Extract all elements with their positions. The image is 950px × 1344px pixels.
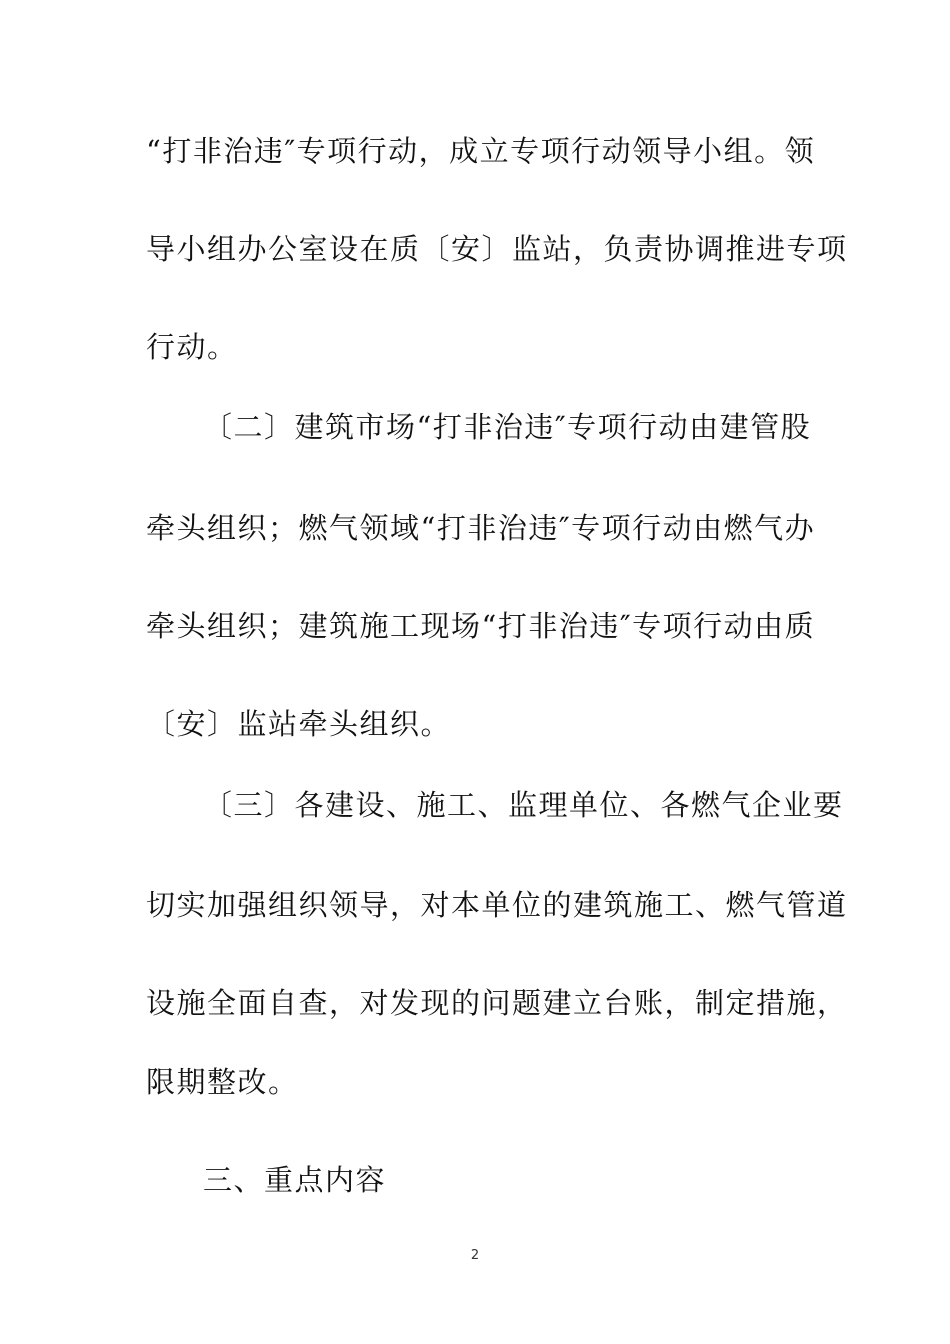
paragraph-line-7: 〔安〕监站牵头组织。 <box>146 707 452 741</box>
paragraph-line-1: “打非治违″专项行动，成立专项行动领导小组。领 <box>146 134 816 168</box>
paragraph-line-2: 导小组办公室设在质〔安〕监站，负责协调推进专项 <box>146 232 848 266</box>
paragraph-line-6: 牵头组织；建筑施工现场“打非治违″专项行动由质 <box>146 609 816 643</box>
section-heading: 三、重点内容 <box>203 1163 387 1197</box>
paragraph-line-10: 设施全面自查，对发现的问题建立台账，制定措施， <box>146 986 848 1020</box>
paragraph-line-3: 行动。 <box>146 330 238 364</box>
paragraph-line-5: 牵头组织；燃气领域“打非治违″专项行动由燃气办 <box>146 511 816 545</box>
paragraph-line-8: 〔三〕各建设、施工、监理单位、各燃气企业要 <box>203 788 844 822</box>
paragraph-line-9: 切实加强组织领导，对本单位的建筑施工、燃气管道 <box>146 888 848 922</box>
page-number: 2 <box>470 1248 480 1263</box>
paragraph-line-11: 限期整改。 <box>146 1065 299 1099</box>
paragraph-line-4: 〔二〕建筑市场“打非治违″专项行动由建管股 <box>203 410 812 444</box>
